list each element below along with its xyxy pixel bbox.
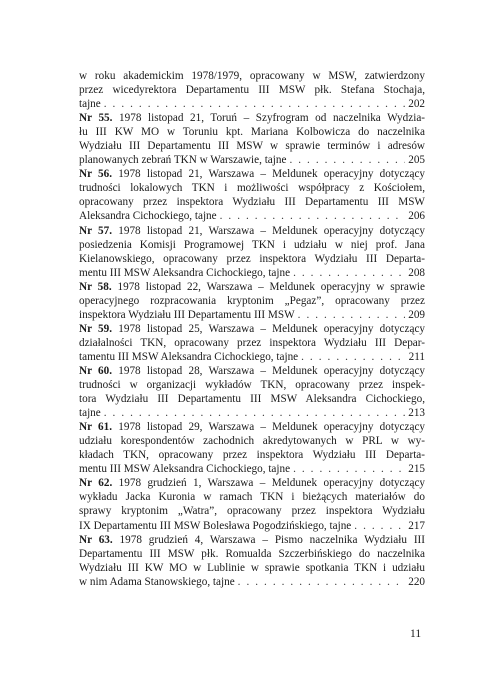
entry-number: Nr 59. [79, 322, 113, 335]
entry-text: 1978 listopad 21, Toruń – Szyfrogram od naczelnika Wydzia- [112, 112, 426, 125]
toc-entry-line [79, 238, 425, 252]
toc-entry-line [79, 490, 425, 504]
entry-page-number: 220 [408, 575, 425, 588]
toc-entry-line [79, 294, 425, 308]
entry-text: planowanych zebrań TKN w Warszawie, tajne [79, 154, 287, 167]
dot-leader [293, 266, 405, 280]
entry-text: 1978 listopad 22, Warszawa – Meldunek operacyjny w sprawie [111, 280, 426, 293]
toc-entry-line [79, 280, 425, 294]
entry-page-number: 205 [408, 154, 425, 167]
toc-entry [79, 167, 425, 223]
entry-number: Nr 62. [79, 477, 113, 490]
toc-entry-line [79, 69, 425, 83]
entry-text: 1978 listopad 21, Warszawa – Meldunek operacyjny dotyczący [112, 224, 426, 237]
toc-entry-line [79, 364, 425, 378]
dot-leader [293, 462, 405, 476]
dot-leader [354, 519, 405, 533]
toc-entry-line [79, 336, 425, 350]
toc-entry-line [79, 533, 425, 547]
entry-text: 1978 listopad 21, Warszawa – Meldunek operacyjny dotyczący [112, 168, 426, 181]
toc-entry [79, 420, 425, 476]
entry-text: tajne [79, 407, 101, 420]
entry-text: posiedzenia Komisji Programowej TKN i udziału w niej prof. Jana [79, 238, 425, 251]
entry-text: operacyjnego rozpracowania kryptonim „Pegaz”, opracowany przez [79, 294, 425, 307]
toc-entry-line [79, 139, 425, 153]
toc-entry-line [79, 378, 425, 392]
entry-text: sprawy kryptonim „Watra”, opracowany przez inspektora Wydziału [79, 505, 425, 518]
entry-text: tajne [79, 98, 101, 111]
entry-text: 1978 listopad 28, Warszawa – Meldunek operacyjny dotyczący [112, 364, 426, 377]
entry-text: tamentu III MSW Aleksandra Cichockiego, tajne [79, 350, 299, 363]
entry-text: trudności lokalowych TKN i możliwości współpracy z Kościołem, [79, 182, 425, 195]
toc-entry [79, 224, 425, 280]
dot-leader [301, 350, 405, 364]
entry-text: wykładu Jacka Kuronia w ramach TKN i bieżących materiałów do [79, 491, 425, 504]
toc-entry-line [79, 504, 425, 518]
toc-entry-last-line [79, 153, 425, 167]
entry-text: tora Wydziału III Departamentu III MSW Aleksandra Cichockiego, [79, 393, 425, 406]
dot-leader [298, 308, 406, 322]
dot-leader [289, 153, 405, 167]
toc-entry-line [79, 420, 425, 434]
toc-entry-line [79, 83, 425, 97]
entry-text: Wydziału III Departamentu III MSW w sprawie terminów i adresów [79, 140, 425, 153]
entry-text: Kielanowskiego, opracowany przez inspektora Wydziału III Departa- [79, 252, 425, 265]
entry-page-number: 202 [408, 98, 425, 111]
table-of-contents [79, 69, 425, 589]
entry-text: przez wicedyrektora Departamentu III MSW płk. Stefana Stochaja, [79, 84, 425, 97]
toc-entry-last-line [79, 462, 425, 476]
entry-text: 1978 grudzień 1, Warszawa – Meldunek operacyjny dotyczący [112, 477, 425, 490]
dot-leader [104, 406, 405, 420]
toc-entry-last-line [79, 209, 425, 223]
toc-entry-line [79, 392, 425, 406]
entry-page-number: 211 [408, 350, 425, 363]
entry-text: Wydziału III KW MO w Lublinie w sprawie spotkania TKN i udziału [79, 561, 425, 574]
entry-number: Nr 57. [79, 224, 113, 237]
toc-entry [79, 533, 425, 589]
entry-text: Aleksandra Cichockiego, tajne [79, 210, 217, 223]
entry-text: opracowany przez inspektora Wydziału III Departamentu III MSW [79, 196, 425, 209]
toc-entry [79, 280, 425, 322]
toc-entry-line [79, 167, 425, 181]
toc-entry-line [79, 561, 425, 575]
entry-text: IX Departamentu III MSW Bolesława Pogodzińskiego, tajne [79, 519, 352, 532]
entry-number: Nr 61. [79, 421, 113, 434]
entry-text: łu III KW MO w Toruniu kpt. Mariana Kolbowicza do naczelnika [79, 126, 425, 139]
toc-entry-line [79, 252, 425, 266]
entry-text: Departamentu III MSW płk. Romualda Szczerbińskiego do naczelnika [79, 547, 425, 560]
entry-number: Nr 58. [79, 280, 112, 293]
toc-entry-line [79, 195, 425, 209]
entry-text: udziału korespondentów zachodnich akredytowanych w PRL w wy- [79, 435, 425, 448]
toc-entry-line [79, 322, 425, 336]
entry-page-number: 209 [408, 308, 425, 321]
entry-number: Nr 63. [79, 533, 113, 546]
entry-page-number: 217 [408, 519, 425, 532]
entry-text: trudności w organizacji wykładów TKN, opracowany przez inspek- [79, 379, 425, 392]
page-number: 11 [410, 628, 422, 640]
toc-entry-line [79, 181, 425, 195]
toc-entry-last-line [79, 308, 425, 322]
toc-entry-line [79, 434, 425, 448]
entry-text: mentu III MSW Aleksandra Cichockiego, tajne [79, 463, 291, 476]
entry-number: Nr 56. [79, 168, 113, 181]
toc-entry-last-line [79, 406, 425, 420]
toc-entry-line [79, 476, 425, 490]
entry-text: w roku akademickim 1978/1979, opracowany w MSW, zatwierdzony [79, 70, 425, 82]
entry-number: Nr 55. [79, 112, 113, 125]
entry-text: 1978 grudzień 4, Warszawa – Pismo naczelnika Wydziału III [112, 533, 425, 546]
entry-page-number: 213 [408, 407, 425, 420]
entry-text: 1978 listopad 25, Warszawa – Meldunek operacyjny dotyczący [112, 322, 426, 335]
entry-text: kładach TKN, opracowany przez inspektora Wydziału III Departa- [79, 449, 425, 462]
entry-page-number: 206 [408, 210, 425, 223]
entry-text: działalności TKN, opracowany przez inspektora Wydziału III Depar- [79, 336, 425, 349]
entry-page-number: 208 [408, 266, 425, 279]
toc-entry-last-line [79, 97, 425, 111]
entry-page-number: 215 [408, 463, 425, 476]
toc-entry-line [79, 448, 425, 462]
dot-leader [104, 97, 405, 111]
entry-text: 1978 listopad 29, Warszawa – Meldunek operacyjny dotyczący [112, 421, 426, 434]
entry-text: inspektora Wydziału III Departamentu III MSW [79, 308, 295, 321]
toc-entry-line [79, 111, 425, 125]
entry-number: Nr 60. [79, 364, 113, 377]
toc-entry [79, 322, 425, 364]
toc-entry [79, 69, 425, 111]
toc-entry [79, 476, 425, 532]
toc-entry-last-line [79, 519, 425, 533]
toc-entry [79, 111, 425, 167]
entry-text: mentu III MSW Aleksandra Cichockiego, tajne [79, 266, 291, 279]
toc-entry-line [79, 547, 425, 561]
toc-entry-last-line [79, 350, 425, 364]
toc-entry-line [79, 224, 425, 238]
entry-text: w nim Adama Stanowskiego, tajne [79, 575, 235, 588]
toc-entry [79, 364, 425, 420]
toc-entry-last-line [79, 266, 425, 280]
dot-leader [220, 209, 406, 223]
toc-entry-line [79, 125, 425, 139]
dot-leader [238, 575, 406, 589]
toc-entry-last-line [79, 575, 425, 589]
